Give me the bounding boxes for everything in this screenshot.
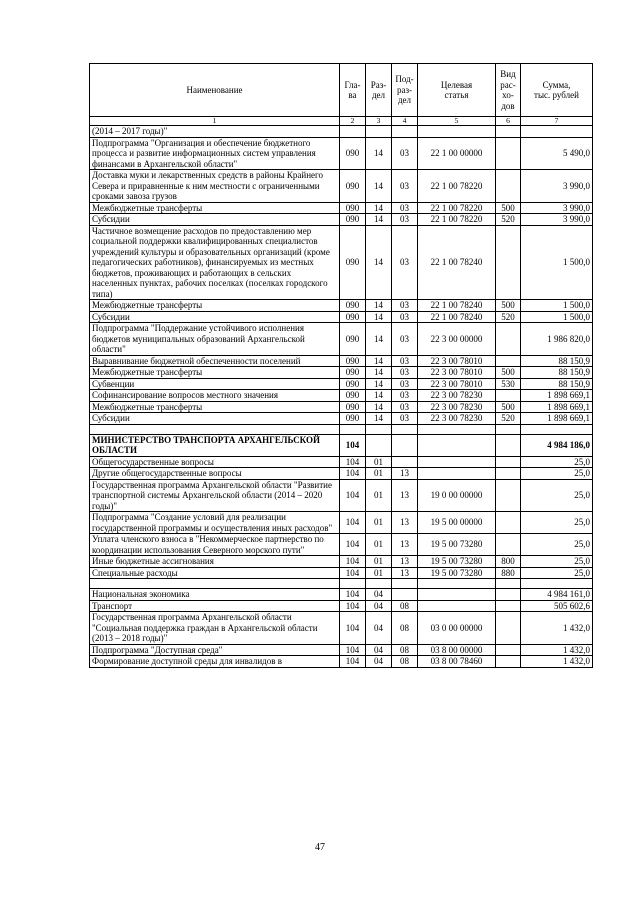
cell-expense-type bbox=[496, 479, 521, 512]
cell-section: 01 bbox=[366, 479, 392, 512]
cell-name: Национальная экономика bbox=[90, 589, 340, 601]
blank-cell bbox=[366, 579, 392, 589]
cell-amount: 5 490,0 bbox=[521, 137, 593, 170]
cell-section: 01 bbox=[366, 456, 392, 468]
cell-subsection: 03 bbox=[392, 401, 418, 413]
cell-section bbox=[366, 126, 392, 138]
cell-subsection bbox=[392, 434, 418, 456]
table-row bbox=[90, 137, 593, 170]
cell-name: Софинансирование вопросов местного значения bbox=[90, 390, 340, 402]
cell-subsection: 03 bbox=[392, 202, 418, 214]
cell-expense-type: 500 bbox=[496, 367, 521, 379]
blank-cell bbox=[418, 424, 496, 434]
cell-section: 04 bbox=[366, 656, 392, 668]
cell-chapter: 104 bbox=[340, 612, 366, 645]
cell-chapter: 104 bbox=[340, 600, 366, 612]
cell-amount: 1 898 669,1 bbox=[521, 413, 593, 425]
cell-expense-type bbox=[496, 600, 521, 612]
cell-section: 14 bbox=[366, 311, 392, 323]
cell-expense-type: 520 bbox=[496, 214, 521, 226]
table-row bbox=[90, 390, 593, 402]
cell-amount: 505 602,6 bbox=[521, 600, 593, 612]
cell-target-article: 19 5 00 00000 bbox=[418, 512, 496, 534]
cell-amount: 4 984 186,0 bbox=[521, 434, 593, 456]
cell-amount: 88 150,9 bbox=[521, 355, 593, 367]
cell-target-article: 22 3 00 78230 bbox=[418, 401, 496, 413]
cell-subsection: 13 bbox=[392, 534, 418, 556]
cell-chapter: 090 bbox=[340, 311, 366, 323]
header-chapter-text: Гла- ва bbox=[344, 79, 361, 100]
cell-section: 01 bbox=[366, 556, 392, 568]
cell-expense-type bbox=[496, 512, 521, 534]
cell-subsection: 03 bbox=[392, 378, 418, 390]
table-row bbox=[90, 225, 593, 300]
cell-amount: 25,0 bbox=[521, 567, 593, 579]
cell-target-article bbox=[418, 126, 496, 138]
table-row bbox=[90, 126, 593, 138]
cell-target-article: 19 5 00 73280 bbox=[418, 567, 496, 579]
cell-section: 14 bbox=[366, 367, 392, 379]
cell-expense-type: 500 bbox=[496, 401, 521, 413]
table-row bbox=[90, 612, 593, 645]
cell-expense-type bbox=[496, 355, 521, 367]
cell-target-article: 22 1 00 78240 bbox=[418, 300, 496, 312]
table-row bbox=[90, 300, 593, 312]
cell-amount: 25,0 bbox=[521, 479, 593, 512]
cell-name: Подпрограмма "Организация и обеспечение бюджетного процесса и развитие информационных систем управления финансами в Архангельской области" bbox=[90, 137, 340, 170]
table-row bbox=[90, 534, 593, 556]
cell-name: Уплата членского взноса в "Некоммерческое партнерство по координации использования Северного морского пути" bbox=[90, 534, 340, 556]
table-row bbox=[90, 589, 593, 601]
cell-amount: 1 432,0 bbox=[521, 612, 593, 645]
cell-section: 01 bbox=[366, 534, 392, 556]
cell-chapter: 104 bbox=[340, 512, 366, 534]
cell-section: 14 bbox=[366, 170, 392, 203]
cell-target-article: 22 1 00 78240 bbox=[418, 225, 496, 300]
cell-amount: 1 898 669,1 bbox=[521, 401, 593, 413]
cell-chapter: 090 bbox=[340, 378, 366, 390]
cell-amount: 25,0 bbox=[521, 556, 593, 568]
cell-amount: 3 990,0 bbox=[521, 214, 593, 226]
cell-expense-type bbox=[496, 390, 521, 402]
cell-name: Государственная программа Архангельской области "Социальная поддержка граждан в Архангельской области (2013 – 2018 годы)" bbox=[90, 612, 340, 645]
cell-section bbox=[366, 434, 392, 456]
cell-chapter: 104 bbox=[340, 567, 366, 579]
cell-chapter: 104 bbox=[340, 644, 366, 656]
cell-section: 14 bbox=[366, 214, 392, 226]
blank-cell bbox=[496, 424, 521, 434]
cell-target-article: 22 3 00 78010 bbox=[418, 367, 496, 379]
cell-subsection: 13 bbox=[392, 468, 418, 480]
table-row bbox=[90, 367, 593, 379]
table-row bbox=[90, 644, 593, 656]
cell-name: Межбюджетные трансферты bbox=[90, 300, 340, 312]
header-expense-type-text: Вид рас- хо- дов bbox=[500, 69, 516, 111]
cell-target-article: 22 1 00 00000 bbox=[418, 137, 496, 170]
table-row bbox=[90, 656, 593, 668]
blank-cell bbox=[340, 424, 366, 434]
cell-chapter: 104 bbox=[340, 456, 366, 468]
cell-chapter: 090 bbox=[340, 390, 366, 402]
header-amount-text: Сумма, тыс. рублей bbox=[534, 79, 579, 100]
cell-subsection: 03 bbox=[392, 413, 418, 425]
cell-section: 14 bbox=[366, 378, 392, 390]
cell-subsection: 03 bbox=[392, 367, 418, 379]
cell-target-article: 03 8 00 00000 bbox=[418, 644, 496, 656]
blank-cell bbox=[340, 579, 366, 589]
cell-target-article: 19 0 00 00000 bbox=[418, 479, 496, 512]
cell-target-article bbox=[418, 468, 496, 480]
cell-amount: 3 990,0 bbox=[521, 202, 593, 214]
cell-name: Государственная программа Архангельской области "Развитие транспортной системы Архангельской области (2014 – 2020 годы)" bbox=[90, 479, 340, 512]
cell-chapter: 090 bbox=[340, 202, 366, 214]
cell-chapter: 104 bbox=[340, 656, 366, 668]
column-index: 5 bbox=[418, 117, 496, 126]
cell-amount: 1 986 820,0 bbox=[521, 323, 593, 356]
cell-section: 14 bbox=[366, 300, 392, 312]
cell-target-article: 22 3 00 00000 bbox=[418, 323, 496, 356]
cell-subsection: 03 bbox=[392, 137, 418, 170]
table-row bbox=[90, 214, 593, 226]
cell-expense-type: 500 bbox=[496, 202, 521, 214]
cell-name: Общегосударственные вопросы bbox=[90, 456, 340, 468]
header-row bbox=[90, 64, 593, 117]
cell-expense-type: 530 bbox=[496, 378, 521, 390]
cell-name: Выравнивание бюджетной обеспеченности поселений bbox=[90, 355, 340, 367]
table-row bbox=[90, 311, 593, 323]
cell-chapter: 090 bbox=[340, 323, 366, 356]
table-row bbox=[90, 401, 593, 413]
blank-cell bbox=[418, 579, 496, 589]
cell-chapter: 090 bbox=[340, 401, 366, 413]
cell-subsection bbox=[392, 126, 418, 138]
cell-target-article bbox=[418, 456, 496, 468]
cell-chapter: 104 bbox=[340, 434, 366, 456]
cell-subsection: 03 bbox=[392, 390, 418, 402]
table-row bbox=[90, 600, 593, 612]
blank-cell bbox=[496, 579, 521, 589]
header-name: Наименование bbox=[90, 64, 340, 117]
cell-target-article: 22 1 00 78220 bbox=[418, 202, 496, 214]
cell-name: Межбюджетные трансферты bbox=[90, 202, 340, 214]
table-row bbox=[90, 413, 593, 425]
cell-expense-type bbox=[496, 456, 521, 468]
cell-section: 14 bbox=[366, 413, 392, 425]
cell-name: Подпрограмма "Доступная среда" bbox=[90, 644, 340, 656]
cell-subsection: 08 bbox=[392, 644, 418, 656]
blank-cell bbox=[366, 424, 392, 434]
blank-row bbox=[90, 579, 593, 589]
cell-subsection: 08 bbox=[392, 612, 418, 645]
blank-cell bbox=[521, 579, 593, 589]
cell-target-article: 22 3 00 78230 bbox=[418, 413, 496, 425]
column-index: 1 bbox=[90, 117, 340, 126]
cell-subsection: 08 bbox=[392, 600, 418, 612]
cell-amount: 1 432,0 bbox=[521, 644, 593, 656]
cell-subsection: 03 bbox=[392, 214, 418, 226]
cell-expense-type: 520 bbox=[496, 413, 521, 425]
cell-chapter: 104 bbox=[340, 534, 366, 556]
table-row bbox=[90, 170, 593, 203]
cell-expense-type bbox=[496, 534, 521, 556]
cell-target-article: 22 3 00 78010 bbox=[418, 378, 496, 390]
cell-subsection: 08 bbox=[392, 656, 418, 668]
cell-subsection: 03 bbox=[392, 323, 418, 356]
column-index: 7 bbox=[521, 117, 593, 126]
cell-name: Субсидии bbox=[90, 311, 340, 323]
blank-row bbox=[90, 424, 593, 434]
cell-name: Иные бюджетные ассигнования bbox=[90, 556, 340, 568]
column-index: 6 bbox=[496, 117, 521, 126]
header-subsection bbox=[392, 64, 418, 117]
cell-chapter: 090 bbox=[340, 300, 366, 312]
cell-section: 14 bbox=[366, 390, 392, 402]
cell-section: 14 bbox=[366, 137, 392, 170]
cell-chapter: 090 bbox=[340, 413, 366, 425]
cell-target-article: 03 0 00 00000 bbox=[418, 612, 496, 645]
cell-target-article: 03 8 00 78460 bbox=[418, 656, 496, 668]
table-row bbox=[90, 456, 593, 468]
cell-expense-type bbox=[496, 137, 521, 170]
cell-expense-type bbox=[496, 126, 521, 138]
cell-section: 04 bbox=[366, 600, 392, 612]
cell-chapter: 090 bbox=[340, 170, 366, 203]
table-row bbox=[90, 468, 593, 480]
cell-amount: 88 150,9 bbox=[521, 378, 593, 390]
cell-subsection bbox=[392, 589, 418, 601]
cell-name: МИНИСТЕРСТВО ТРАНСПОРТА АРХАНГЕЛЬСКОЙ ОБЛАСТИ bbox=[90, 434, 340, 456]
column-index: 4 bbox=[392, 117, 418, 126]
cell-amount: 3 990,0 bbox=[521, 170, 593, 203]
cell-section: 04 bbox=[366, 589, 392, 601]
cell-target-article: 19 5 00 73280 bbox=[418, 534, 496, 556]
cell-subsection: 13 bbox=[392, 479, 418, 512]
cell-amount: 25,0 bbox=[521, 468, 593, 480]
cell-target-article: 19 5 00 73280 bbox=[418, 556, 496, 568]
blank-cell bbox=[392, 424, 418, 434]
cell-amount: 1 500,0 bbox=[521, 311, 593, 323]
cell-name: Частичное возмещение расходов по предоставлению мер социальной поддержки квалифицированных специалистов учреждений культуры и образовательных организаций (кроме педагогических работников), финансируемых из местных бюджетов, проживающих и работающих в сельских населенных пунктах, рабочих поселках (поселках городского типа) bbox=[90, 225, 340, 300]
cell-target-article: 22 1 00 78220 bbox=[418, 170, 496, 203]
cell-name: Специальные расходы bbox=[90, 567, 340, 579]
table-row bbox=[90, 323, 593, 356]
cell-expense-type: 500 bbox=[496, 300, 521, 312]
header-expense-type bbox=[496, 64, 521, 117]
header-amount bbox=[521, 64, 593, 117]
cell-name: Формирование доступной среды для инвалидов в bbox=[90, 656, 340, 668]
header-section bbox=[366, 64, 392, 117]
cell-name: Транспорт bbox=[90, 600, 340, 612]
cell-section: 14 bbox=[366, 355, 392, 367]
cell-name: Подпрограмма "Создание условий для реализации государственной программы и осуществления иных расходов" bbox=[90, 512, 340, 534]
cell-section: 04 bbox=[366, 612, 392, 645]
cell-section: 01 bbox=[366, 567, 392, 579]
cell-target-article bbox=[418, 589, 496, 601]
cell-expense-type bbox=[496, 170, 521, 203]
blank-cell bbox=[521, 424, 593, 434]
cell-target-article bbox=[418, 434, 496, 456]
table-row bbox=[90, 434, 593, 456]
cell-name: Субвенции bbox=[90, 378, 340, 390]
table-row bbox=[90, 556, 593, 568]
table-body bbox=[90, 126, 593, 668]
cell-expense-type bbox=[496, 612, 521, 645]
cell-name: (2014 – 2017 годы)" bbox=[90, 126, 340, 138]
cell-section: 01 bbox=[366, 512, 392, 534]
cell-expense-type: 520 bbox=[496, 311, 521, 323]
cell-target-article bbox=[418, 600, 496, 612]
cell-chapter: 104 bbox=[340, 556, 366, 568]
cell-subsection: 03 bbox=[392, 355, 418, 367]
cell-chapter: 104 bbox=[340, 589, 366, 601]
header-target bbox=[418, 64, 496, 117]
table-row bbox=[90, 479, 593, 512]
cell-chapter: 090 bbox=[340, 355, 366, 367]
cell-expense-type bbox=[496, 468, 521, 480]
cell-amount: 4 984 161,0 bbox=[521, 589, 593, 601]
cell-amount: 1 500,0 bbox=[521, 225, 593, 300]
cell-subsection: 03 bbox=[392, 311, 418, 323]
cell-name: Межбюджетные трансферты bbox=[90, 367, 340, 379]
cell-target-article: 22 3 00 78010 bbox=[418, 355, 496, 367]
column-index: 2 bbox=[340, 117, 366, 126]
cell-amount: 25,0 bbox=[521, 512, 593, 534]
cell-expense-type bbox=[496, 589, 521, 601]
cell-section: 04 bbox=[366, 644, 392, 656]
cell-name: Субсидии bbox=[90, 214, 340, 226]
cell-section: 14 bbox=[366, 401, 392, 413]
cell-name: Доставка муки и лекарственных средств в районы Крайнего Севера и приравненные к ним местности с ограниченными сроками завоза грузов bbox=[90, 170, 340, 203]
table-row bbox=[90, 512, 593, 534]
cell-subsection: 13 bbox=[392, 567, 418, 579]
column-index: 3 bbox=[366, 117, 392, 126]
cell-section: 14 bbox=[366, 323, 392, 356]
cell-subsection: 03 bbox=[392, 225, 418, 300]
cell-subsection: 13 bbox=[392, 512, 418, 534]
cell-chapter: 090 bbox=[340, 225, 366, 300]
cell-amount: 25,0 bbox=[521, 534, 593, 556]
page-number: 47 bbox=[315, 842, 325, 853]
cell-amount: 1 898 669,1 bbox=[521, 390, 593, 402]
cell-subsection: 13 bbox=[392, 556, 418, 568]
cell-chapter: 104 bbox=[340, 468, 366, 480]
table-row bbox=[90, 355, 593, 367]
blank-cell bbox=[90, 424, 340, 434]
cell-amount: 88 150,9 bbox=[521, 367, 593, 379]
cell-expense-type: 880 bbox=[496, 567, 521, 579]
cell-section: 14 bbox=[366, 202, 392, 214]
cell-target-article: 22 3 00 78230 bbox=[418, 390, 496, 402]
cell-amount: 25,0 bbox=[521, 456, 593, 468]
cell-subsection: 03 bbox=[392, 300, 418, 312]
budget-table bbox=[89, 63, 593, 668]
cell-chapter: 090 bbox=[340, 367, 366, 379]
table-row bbox=[90, 378, 593, 390]
blank-cell bbox=[392, 579, 418, 589]
header-chapter bbox=[340, 64, 366, 117]
cell-target-article: 22 1 00 78220 bbox=[418, 214, 496, 226]
cell-subsection bbox=[392, 456, 418, 468]
cell-amount bbox=[521, 126, 593, 138]
cell-amount: 1 500,0 bbox=[521, 300, 593, 312]
cell-expense-type bbox=[496, 323, 521, 356]
cell-chapter bbox=[340, 126, 366, 138]
cell-subsection: 03 bbox=[392, 170, 418, 203]
cell-chapter: 104 bbox=[340, 479, 366, 512]
cell-expense-type bbox=[496, 644, 521, 656]
cell-name: Другие общегосударственные вопросы bbox=[90, 468, 340, 480]
header-section-text: Раз- дел bbox=[370, 79, 387, 100]
cell-chapter: 090 bbox=[340, 214, 366, 226]
cell-section: 01 bbox=[366, 468, 392, 480]
cell-chapter: 090 bbox=[340, 137, 366, 170]
cell-target-article: 22 1 00 78240 bbox=[418, 311, 496, 323]
column-index-row bbox=[90, 117, 593, 126]
cell-expense-type bbox=[496, 434, 521, 456]
cell-expense-type bbox=[496, 225, 521, 300]
header-target-text: Целевая статья bbox=[440, 79, 473, 100]
cell-amount: 1 432,0 bbox=[521, 656, 593, 668]
cell-name: Субсидии bbox=[90, 413, 340, 425]
table-row bbox=[90, 202, 593, 214]
cell-expense-type bbox=[496, 656, 521, 668]
blank-cell bbox=[90, 579, 340, 589]
header-subsection-text: Под- раз- дел bbox=[395, 74, 414, 106]
table-row bbox=[90, 567, 593, 579]
cell-name: Межбюджетные трансферты bbox=[90, 401, 340, 413]
cell-name: Подпрограмма "Поддержание устойчивого исполнения бюджетов муниципальных образований Архангельской области" bbox=[90, 323, 340, 356]
cell-section: 14 bbox=[366, 225, 392, 300]
cell-expense-type: 800 bbox=[496, 556, 521, 568]
